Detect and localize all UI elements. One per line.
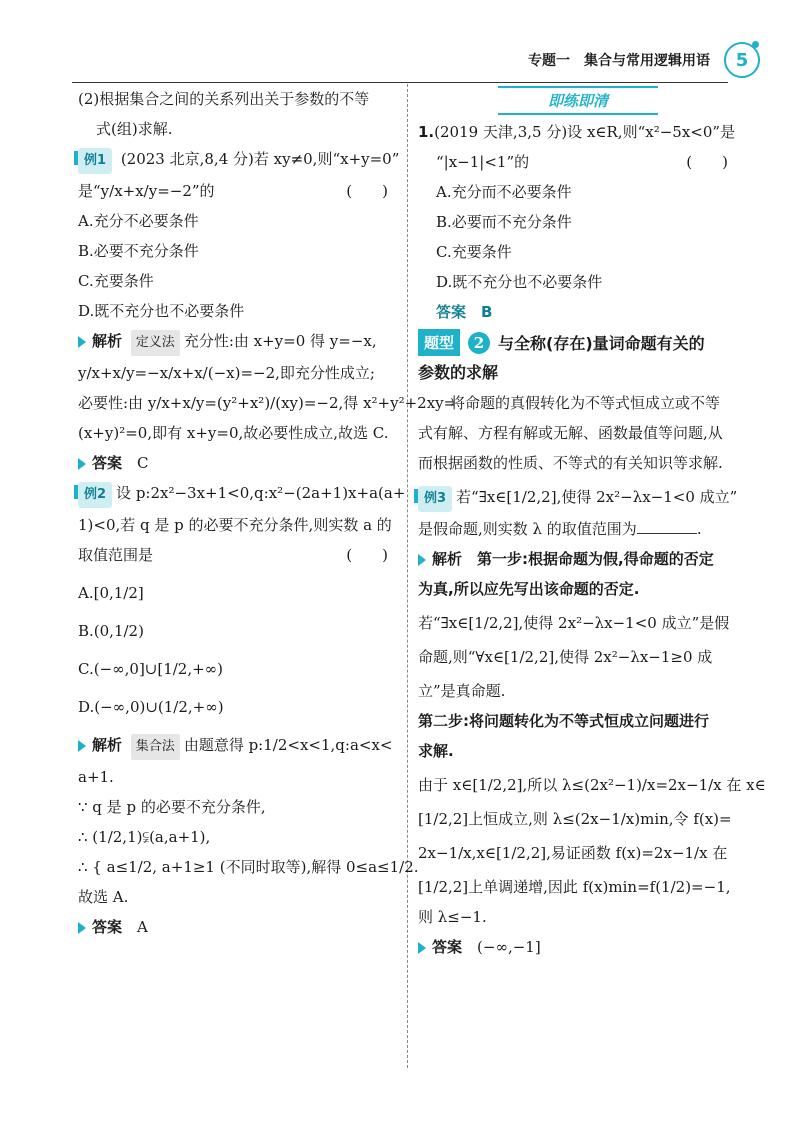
header-rule (72, 82, 728, 83)
answer-bracket: ( ) (346, 546, 388, 564)
option: D.既不充分也不必要条件 (436, 273, 603, 291)
step-line: 为真,所以应先写出该命题的否定. (418, 580, 640, 598)
step-line: 求解. (418, 742, 454, 760)
paragraph-line: 式有解、方程有解或无解、函数最值等问题,从 (418, 424, 723, 442)
option: D.既不充分也不必要条件 (78, 302, 245, 320)
triangle-icon (78, 922, 86, 934)
triangle-icon (78, 740, 86, 752)
question-line: “|x−1|<1”的 ( ) (418, 149, 738, 175)
example-2-tag: 例2 (78, 482, 112, 508)
example-1-question: 例1 (2023 北京,8,4 分)若 xy≠0,则“x+y=0” (78, 146, 398, 174)
triangle-icon (78, 336, 86, 348)
solution-line: 2x−1/x,x∈[1/2,2],易证函数 f(x)=2x−1/x 在 (418, 844, 728, 862)
right-column (418, 86, 766, 964)
option: B.(0,1/2) (78, 622, 144, 640)
fill-blank (637, 533, 697, 534)
exercise-1-answer: 答案 B (436, 303, 493, 321)
example-1-solution: 解析 定义法 充分性:由 x+y=0 得 y=−x, (78, 328, 398, 356)
topic-heading (418, 329, 738, 356)
solution-line: 立”是真命题. (418, 682, 506, 700)
option: A.充分而不必要条件 (436, 183, 572, 201)
answer-bracket: ( ) (346, 182, 388, 200)
topic-label: 题型 (418, 329, 460, 356)
page-number: 5 (724, 42, 760, 78)
example-3-question: 例3 若“∃x∈[1/2,2],使得 2x²−λx−1<0 成立” (418, 484, 738, 512)
option: C.(−∞,0]∪[1/2,+∞) (78, 660, 224, 678)
exercise-1-question: 1.(2019 天津,3,5 分)设 x∈R,则“x²−5x<0”是 (418, 123, 736, 141)
method-badge: 集合法 (131, 734, 180, 760)
chapter-title: 集合与常用逻辑用语 (584, 53, 710, 69)
triangle-icon (418, 554, 426, 566)
option: D.(−∞,0)∪(1/2,+∞) (78, 698, 224, 716)
intro-line: (2)根据集合之间的关系列出关于参数的不等 (78, 90, 370, 108)
solution-line: ∴ { a≤1/2, a+1≥1 (不同时取等),解得 0≤a≤1/2. (78, 858, 419, 876)
paragraph-line: 将命题的真假转化为不等式恒成立或不等 (450, 394, 721, 412)
answer-bracket: ( ) (686, 153, 728, 171)
example-2-question: 例2 设 p:2x²−3x+1<0,q:x²−(2a+1)x+a(a+ (78, 480, 398, 508)
column-divider (407, 84, 408, 1068)
solution-line: ∴ (1/2,1)⫋(a,a+1), (78, 828, 211, 846)
option: C.充要条件 (436, 243, 512, 261)
solution-line: 命题,则“∀x∈[1/2,2],使得 2x²−λx−1≥0 成 (418, 648, 713, 666)
option: C.充要条件 (78, 272, 154, 290)
solution-line: 由于 x∈[1/2,2],所以 λ≤(2x²−1)/x=2x−1/x 在 x∈ (418, 776, 766, 794)
solution-line: (x+y)²=0,即有 x+y=0,故必要性成立,故选 C. (78, 424, 389, 442)
solution-line: ∵ q 是 p 的必要不充分条件, (78, 798, 266, 816)
section-banner: 即练即清 (418, 86, 738, 115)
page-header (528, 40, 760, 80)
question-line: 1)<0,若 q 是 p 的必要不充分条件,则实数 a 的 (78, 516, 392, 534)
example-1-answer: 答案 C (78, 450, 398, 476)
example-1-tag: 例1 (78, 148, 112, 174)
triangle-icon (78, 458, 86, 470)
example-2-solution: 解析 集合法 由题意得 p:1/2<x<1,q:a<x< (78, 732, 398, 760)
intro-line: 式(组)求解. (96, 120, 173, 138)
solution-line: [1/2,2]上恒成立,则 λ≤(2x−1/x)min,令 f(x)= (418, 810, 732, 828)
method-badge: 定义法 (131, 330, 180, 356)
paragraph-line: 而根据函数的性质、不等式的有关知识等求解. (418, 454, 723, 472)
solution-line: 则 λ≤−1. (418, 908, 487, 926)
solution-line: 故选 A. (78, 888, 129, 906)
question-line: 取值范围是 ( ) (78, 542, 398, 568)
example-1-question-cont: 是“y/x+x/y=−2”的 ( ) (78, 178, 398, 204)
triangle-icon (418, 942, 426, 954)
option: A.充分不必要条件 (78, 212, 199, 230)
option: A.[0,1/2] (78, 584, 144, 602)
solution-line: a+1. (78, 768, 114, 786)
question-line: 是假命题,则实数 λ 的取值范围为 . (418, 520, 702, 538)
example-3-answer: 答案 (−∞,−1] (418, 934, 738, 960)
solution-line: y/x+x/y=−x/x+x/(−x)=−2,即充分性成立; (78, 364, 375, 382)
option: B.必要不充分条件 (78, 242, 199, 260)
option: B.必要而不充分条件 (436, 213, 572, 231)
topic-title-cont: 参数的求解 (418, 363, 499, 382)
solution-line: 若“∃x∈[1/2,2],使得 2x²−λx−1<0 成立”是假 (418, 614, 730, 632)
example-3-tag: 例3 (418, 486, 452, 512)
topic-title: 与全称(存在)量词命题有关的 (498, 334, 705, 353)
solution-line: [1/2,2]上单调递增,因此 f(x)min=f(1/2)=−1, (418, 878, 731, 896)
solution-line: 必要性:由 y/x+x/y=(y²+x²)/(xy)=−2,得 x²+y²+2xy= (78, 394, 457, 412)
chapter-label: 专题一 (528, 53, 570, 69)
example-2-answer: 答案 A (78, 914, 398, 940)
example-3-step1: 解析 第一步:根据命题为假,得命题的否定 (418, 546, 738, 572)
step-line: 第二步:将问题转化为不等式恒成立问题进行 (418, 712, 710, 730)
topic-number: 2 (468, 332, 490, 354)
